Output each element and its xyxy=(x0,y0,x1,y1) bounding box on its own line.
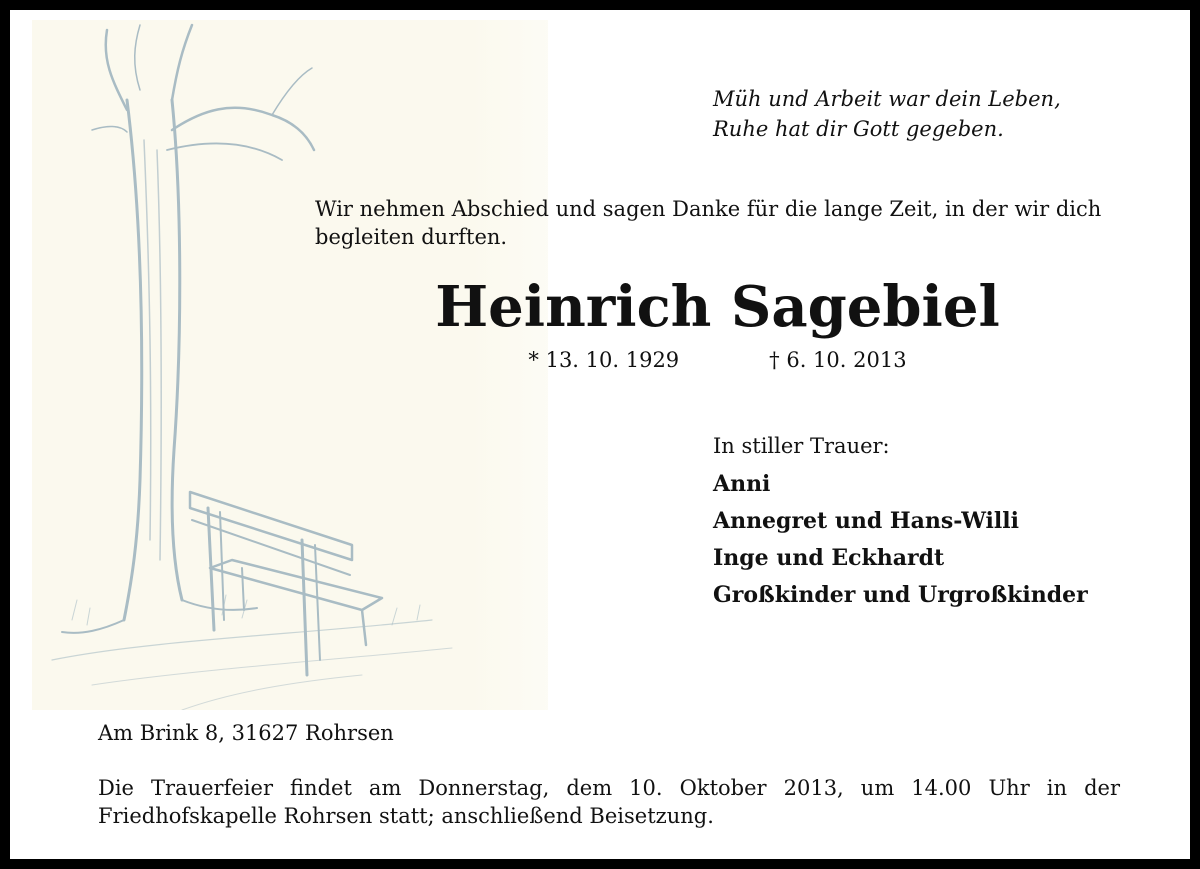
funeral-info: Die Trauerfeier findet am Donnerstag, dem 10. Oktober 2013, um 14.00 Uhr in der Friedhofskapelle Rohrsen statt; anschließend Beisetzung. xyxy=(98,776,1120,828)
life-dates xyxy=(310,346,1125,374)
mourning-label: In stiller Trauer: xyxy=(713,434,890,458)
mourner-name: Anni xyxy=(713,471,771,497)
mourners-list xyxy=(713,466,1088,614)
mourner-name: Großkinder und Urgroßkinder xyxy=(713,582,1088,608)
poem-line: Ruhe hat dir Gott gegeben. xyxy=(713,117,1004,141)
mourner-name: Annegret und Hans-Willi xyxy=(713,508,1019,534)
death-date: † 6. 10. 2013 xyxy=(769,348,907,372)
poem-line: Müh und Arbeit war dein Leben, xyxy=(713,87,1061,111)
farewell-text: Wir nehmen Abschied und sagen Danke für die lange Zeit, in der wir dich begleiten durften. xyxy=(315,197,1102,249)
birth-date: * 13. 10. 1929 xyxy=(528,348,680,372)
mourner-name: Inge und Eckhardt xyxy=(713,545,945,571)
poem-verse xyxy=(713,84,1061,144)
address: Am Brink 8, 31627 Rohrsen xyxy=(98,721,394,745)
deceased-name: Heinrich Sagebiel xyxy=(435,274,1000,340)
